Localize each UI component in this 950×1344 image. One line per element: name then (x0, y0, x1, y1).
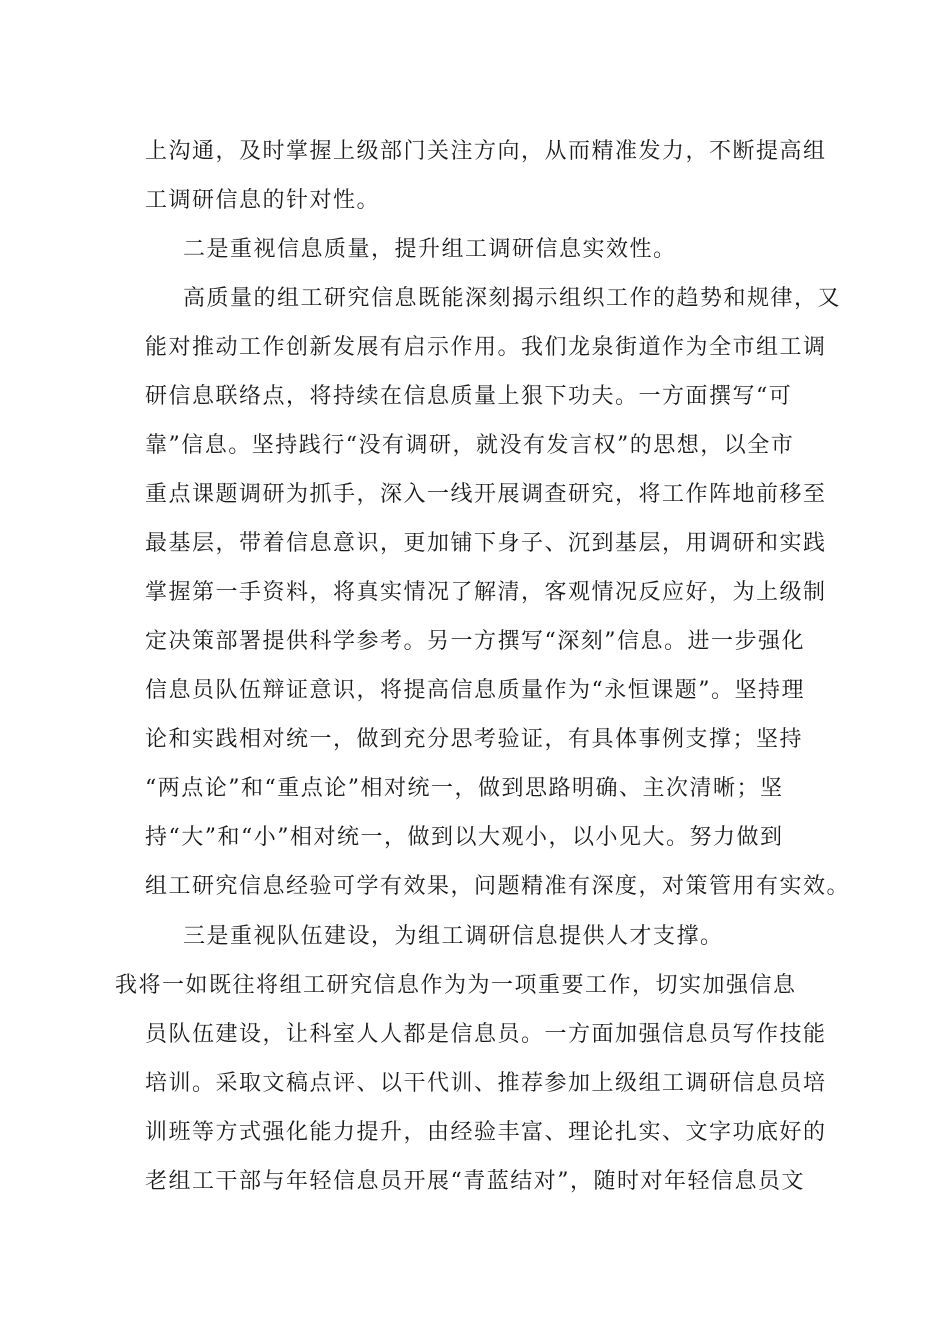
text-line: 组工研究信息经验可学有效果，问题精准有深度，对策管用有实效。 (145, 874, 851, 899)
text-line: 靠”信息。坚持践行“没有调研，就没有发言权”的思想，以全市 (145, 433, 795, 458)
text-line: 定决策部署提供科学参考。另一方撰写“深刻”信息。进一步强化 (145, 629, 805, 654)
text-line: 论和实践相对统一，做到充分思考验证，有具体事例支撑；坚持 (145, 727, 804, 752)
text-line: 老组工干部与年轻信息员开展“青蓝结对”，随时对年轻信息员文 (145, 1169, 805, 1194)
text-line: 持“大”和“小”相对统一，做到以大观小，以小见大。努力做到 (145, 825, 784, 850)
text-line: 高质量的组工研究信息既能深刻揭示组织工作的趋势和规律，又 (183, 286, 842, 311)
paragraph-team (115, 961, 827, 1206)
text-line: 信息员队伍辩证意识，将提高信息质量作为“永恒课题”。坚持理 (145, 678, 805, 703)
text-line: 我将一如既往将组工研究信息作为为一项重要工作，切实加强信息 (115, 973, 797, 998)
text-line: 训班等方式强化能力提升，由经验丰富、理论扎实、文字功底好的 (145, 1120, 827, 1145)
section-heading-4 (145, 912, 813, 961)
heading-text: 三是重视队伍建设，为组工调研信息提供人才支撑。 (183, 924, 724, 949)
text-line: 最基层，带着信息意识，更加铺下身子、沉到基层，用调研和实践 (145, 531, 827, 556)
paragraph-quality (145, 274, 851, 911)
text-line: 工调研信息的针对性。 (145, 188, 381, 213)
text-line: 培训。采取文稿点评、以干代训、推荐参加上级组工调研信息员培 (145, 1071, 827, 1096)
text-line: 员队伍建设，让科室人人都是信息员。一方面加强信息员写作技能 (145, 1022, 827, 1047)
text-line: 掌握第一手资料，将真实情况了解清，客观情况反应好，为上级制 (145, 580, 827, 605)
heading-text: 二是重视信息质量，提升组工调研信息实效性。 (183, 237, 677, 262)
section-heading-2 (145, 225, 813, 274)
paragraph-continuation (145, 127, 827, 225)
text-line: “两点论”和“重点论”相对统一，做到思路明确、主次清晰；坚 (145, 776, 784, 801)
text-line: 上沟通，及时掌握上级部门关注方向，从而精准发力，不断提高组 (145, 139, 827, 164)
text-line: 重点课题调研为抓手，深入一线开展调查研究，将工作阵地前移至 (145, 482, 827, 507)
text-line: 研信息联络点，将持续在信息质量上狠下功夫。一方面撰写“可 (145, 384, 793, 409)
text-line: 能对推动工作创新发展有启示作用。我们龙泉街道作为全市组工调 (145, 335, 827, 360)
